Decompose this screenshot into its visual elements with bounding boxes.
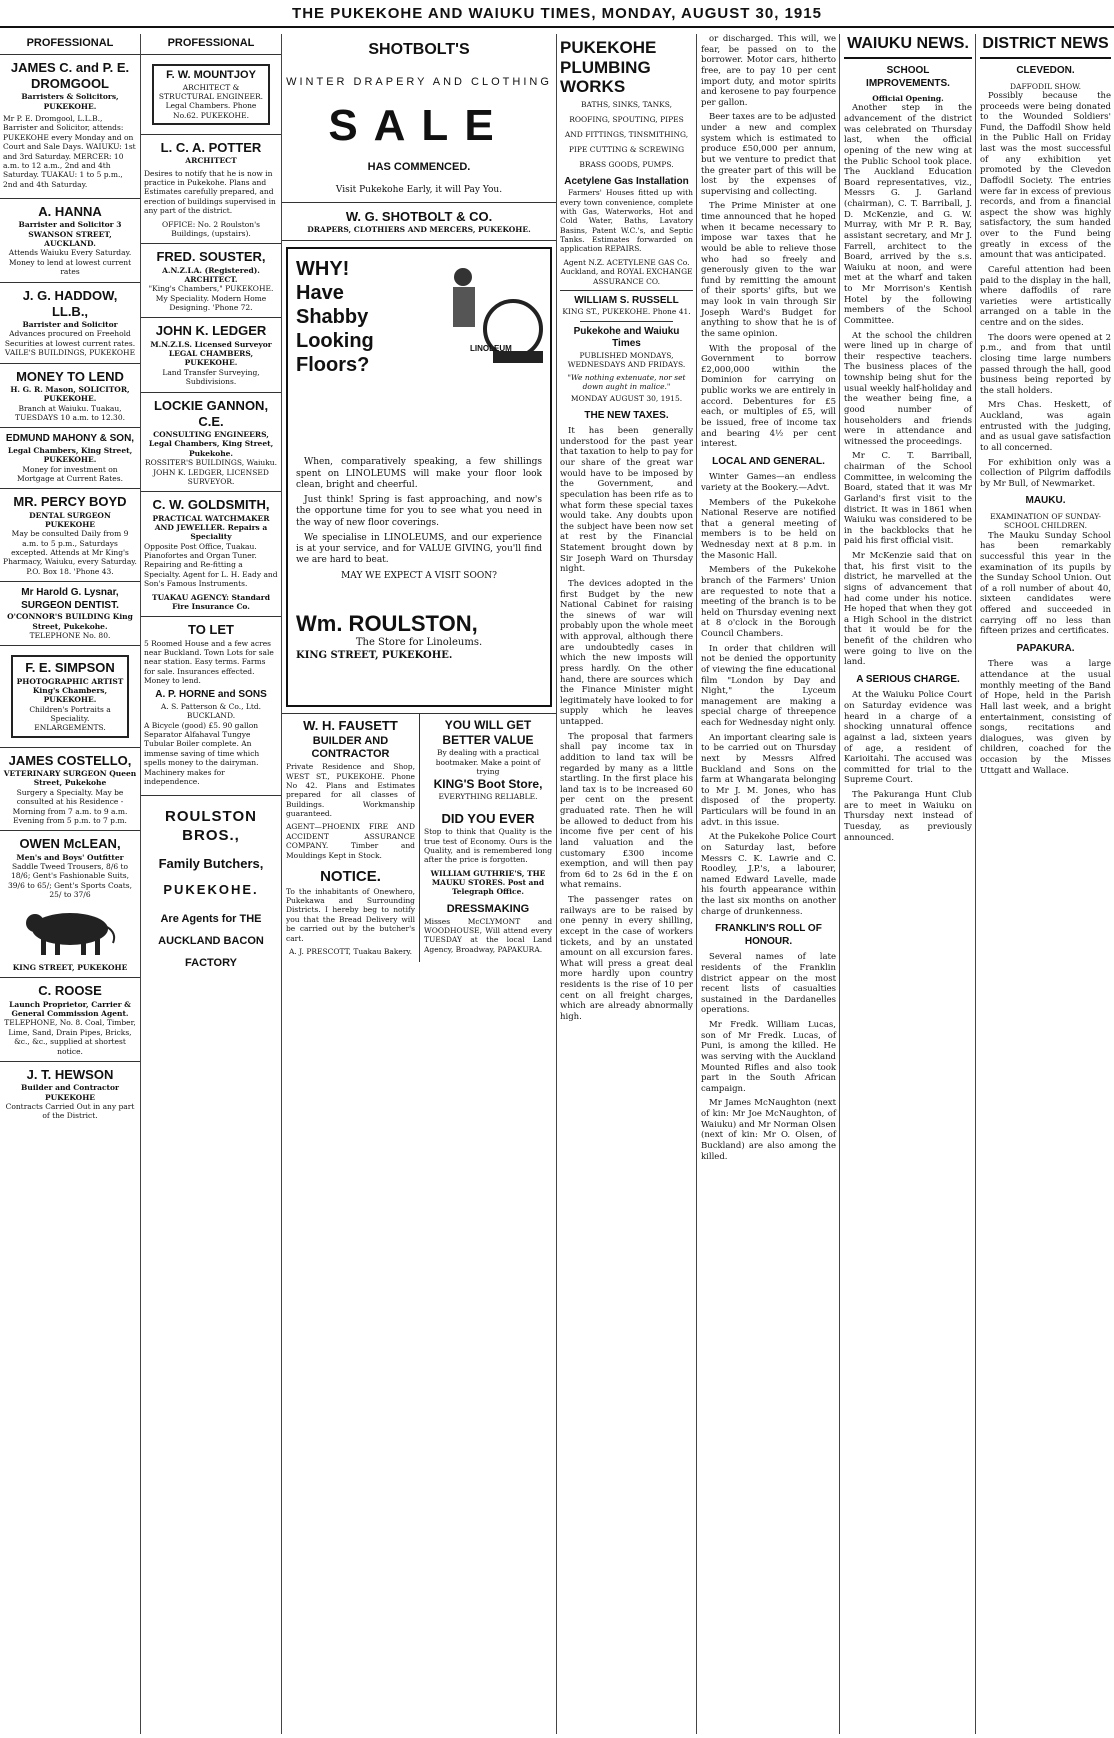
ad-heading: WHY! Have Shabby Looking Floors? [296, 258, 374, 377]
section-subheading: DAFFODIL SHOW. [1010, 81, 1081, 91]
ad-subtitle: Acetylene Gas Installation [564, 175, 689, 187]
card-subtitle: Legal Chambers, King Street, PUKEKOHE. [7, 445, 133, 465]
article-paragraph: Members of the Pukekohe branch of the Farmers' Union are requested to note that a meeting of the branch is to be held on Thursday evening next at 8 o'clock in the Borough Council Chambers. [701, 565, 836, 639]
ad-body: BATHS, SINKS, TANKS, ROOFING, SPOUTING, PIPES AND FITTINGS, TINSMITHING, PIPE CUTTING & SCREWING BRASS GOODS, PUMPS. [564, 99, 689, 169]
ad-title: DRESSMAKING [446, 902, 530, 915]
card-body: Advances procured on Freehold Securities at lowest current rates. VAILE'S BUILDINGS, PUKEKOHE [4, 329, 136, 358]
card-subtitle: O'CONNOR'S BUILDING King Street, Pukekohe. [7, 612, 133, 631]
article-paragraph: At the Waiuku Police Court on Saturday evidence was heard in a charge of a shocking unnatural offence against a lad, sixteen years of age, a resident of Karioitahi. The accused was committed for trial to the Supreme Court. [844, 690, 972, 786]
card-body: TELEPHONE No. 80. [29, 630, 111, 640]
card-footer: Are Agents for THE AUCKLAND BACON FACTORY [158, 913, 264, 970]
article-paragraph: Mrs Chas. Heskett, of Auckland, was again entrusted with the judging, and as usual gave satisfaction to all concerned. [980, 400, 1111, 453]
article-paragraph: An important clearing sale is to be carried out on Thursday next by Messrs Alfred Buckland and Sons on the farm at Whangarata belonging to Mr J. M. Jones, who has disposed of the property. Particulars will be found in an advt. in this issue. [701, 732, 836, 828]
card-subtitle: PHOTOGRAPHIC ARTIST King's Chambers, PUKEKOHE. [16, 676, 124, 705]
card-subtitle: Family Butchers, [158, 855, 264, 871]
ad-title: PUKEKOHE PLUMBING WORKS [560, 38, 657, 97]
card-subtitle: CONSULTING ENGINEERS, Legal Chambers, King Street, Pukekohe. [148, 430, 274, 458]
ad-title: DID YOU EVER [441, 810, 535, 826]
article-paragraph: Mr C. T. Barriball, chairman of the School Committee, in welcoming the Board, stated that it was Mr Garland's first visit to the district. It was in 1861 when Waiuku was considered to be in the backblocks that he paid his first official visit. [844, 451, 972, 547]
section-heading: FRANKLIN'S ROLL OF HONOUR. [715, 923, 822, 947]
card-body: 5 Roomed House and a few acres near Buckland. Town Lots for sale near station. Easy terms. Farms for sale. Insurances effected. Money to lend. [144, 638, 274, 685]
ad-subtitle: WINTER DRAPERY AND CLOTHING [286, 76, 552, 88]
article-paragraph: The passenger rates on railways are to be raised by one penny in every shilling, except in the case of workers tickets, and by an unstated amount on all excursion fares. What will press a great deal more hardly upon country residents is the rise of 10 per cent on all freight charges, which are already abnormally high. [560, 895, 693, 1022]
card-roose [0, 978, 140, 1062]
card-title: J. T. HEWSON [26, 1066, 114, 1082]
card-title: LOCKIE GANNON, C.E. [153, 397, 269, 429]
column-waiuku-news [841, 34, 976, 1734]
newspaper-nameplate: Pukekohe and Waiuku Times [573, 325, 680, 350]
ad-shotbolt-co [282, 203, 556, 242]
ad-fausett [282, 714, 420, 962]
card-body: TELEPHONE, No. 8. Coal, Timber, Lime, Sand, Drain Pipes, Bricks, &c., &c., supplied at shortest notice. [4, 1018, 136, 1056]
article-paragraph: It has been generally understood for the past year that taxation to help to pay for our share of the great war would have to be imposed by the Government, and speculation has been rife as to what form these special taxes would take. Any doubts upon the subject have been now set at rest by the Financial Statement brought down by Sir Joseph Ward on Thursday night. [560, 426, 693, 575]
ad-subtitle: KING'S Boot Store, [433, 776, 543, 791]
card-souster [141, 244, 281, 318]
card-footer: TUAKAU AGENCY: Standard Fire Insurance Co. [152, 592, 270, 611]
article-paragraph: The Mauku Sunday School has been remarkably successful this year in the examination of its pupils by the Sunday School Union. Out of a roll number of about 40, sixteen candidates were offered and succeeded in carrying off no less than fifteen prizes and certificates. [980, 530, 1111, 637]
article-paragraph: or discharged. This will, we fear, be passed on to the borrower. Motor cars, hitherto free, are to pay 10 per cent import duty, and motor spirits and kerosene to pay fourpence per gallon. [701, 34, 836, 108]
column-professional-1 [0, 34, 141, 1734]
card-subtitle: ARCHITECT & STRUCTURAL ENGINEER. Legal Chambers. Phone No.62. PUKEKOHE. [158, 82, 264, 120]
card-body: Mr P. E. Dromgool, L.L.B., Barrister and Solicitor, attends: PUKEKOHE every Monday and on Court and Sale Days. WAIUKU: 1st and 3rd Saturday. MERCER: 10 a.m. to 12 a.m., 2nd and 4th Saturday. TUAKAU: 1 to 5 p.m., 2nd and 4th Saturday. [3, 114, 136, 189]
card-title: C. W. GOLDSMITH, [152, 497, 270, 513]
card-body: Surgery a Specialty. May be consulted at his Residence - Morning from 7 a.m. to 9 a.m. Evening from 5 p.m. to 7 p.m. [12, 787, 128, 825]
card-haddow [0, 283, 140, 364]
card-subtitle: Builder and Contractor PUKEKOHE [21, 1083, 119, 1102]
card-ledger [141, 318, 281, 392]
ad-signature: Wm. ROULSTON, [296, 610, 478, 636]
card-subtitle: M.N.Z.I.S. Licensed Surveyor LEGAL CHAMBERS, PUKEKOHE. [150, 339, 272, 368]
ad-body: Private Residence and Shop, WEST ST., PUKEKOHE. Phone No 42. Plans and Estimates prepared for all classes of Buildings. Workmanship guaranteed. [286, 762, 415, 818]
column-adverts [282, 34, 557, 1734]
card-body: May be consulted Daily from 9 a.m. to 5 p.m., Saturdays excepted. Attends at Mr King's Pharmacy, Waiuku, every Saturday. P.O. Box 18. 'Phone 43. [3, 529, 137, 576]
card-body: A Bicycle (good) £5. 90 gallon Separator Alfahaval Tungye Tubular Boiler complete. An immense saving of time which spells money to the dairyman. Machinery makes for independence. [144, 720, 260, 786]
card-subtitle: DENTAL SURGEON PUKEKOHE [29, 510, 111, 529]
card-gannon [141, 393, 281, 493]
ad-body: When, comparatively speaking, a few shillings spent on LINOLEUMS will make your floor look clean, bright and cheerful. [296, 457, 542, 490]
card-title: Mr Harold G. Lysnar, SURGEON DENTIST. [21, 587, 119, 611]
ad-signature: WILLIAM S. RUSSELL [560, 290, 693, 308]
article-paragraph: Mr McKenzie said that on that, his first visit to the district, he marvelled at the signs of advancement that had come under his notice. He hoped that when they got a High School in the district that it would be for the benefit of the children who were going to live on the land. [844, 551, 972, 668]
card-subtitle: A. S. Patterson & Co., Ltd. BUCKLAND. [160, 701, 262, 721]
card-goldsmith [141, 492, 281, 617]
ad-body: We specialise in LINOLEUMS, and our experience is at your service, and for VALUE GIVING, you'll find we are hard to beat. [296, 532, 542, 566]
card-subtitle: Men's and Boys' Outfitter [16, 852, 124, 862]
card-body: PUKEKOHE. [163, 882, 259, 897]
card-body: Attends Waiuku Every Saturday. Money to lend at lowest current rates [8, 248, 132, 277]
article-paragraph: The proposal that farmers shall pay income tax in addition to land tax will be regarded by many as a little startling. In the first place his land tax is to be increased 60 per cent on the present graduated rate. Then he will be allowed to deduct from his income five per cent of his land valuation and the customary £300 income exemption, and will then pay from 6d to 2s 6d in the £ on what remains. [560, 731, 693, 891]
article-paragraph: Possibly because the proceeds were being donated to the Wounded Soldiers' Fund, the Daffodil Show held in the Public Hall on Friday last was the most successful of any exhibition yet promoted by the Clevedon Daffodil Society. The entries were far in excess of previous records, and from a financial aspect the show was highly satisfactory, the sum handed over to the Fund being greatly in excess of the amount that was anticipated. [980, 90, 1111, 261]
column-news [698, 34, 840, 1734]
linoleum-roll-label: LINOLEUM [470, 344, 512, 354]
section-subheading: EXAMINATION OF SUNDAY-SCHOOL CHILDREN. [990, 511, 1101, 531]
section-heading: SCHOOL IMPROVEMENTS. [866, 65, 950, 89]
card-costello [0, 748, 140, 832]
article-paragraph: For exhibition only was a collection of Pilgrim daffodils by Mr Bull, of Newmarket. [980, 457, 1111, 489]
ad-body: MAY WE EXPECT A VISIT SOON? [341, 570, 497, 581]
ad-body: By dealing with a practical bootmaker. Make a point of trying [435, 748, 541, 777]
card-title: OWEN McLEAN, [19, 836, 121, 852]
article-paragraph: Members of the Pukekohe National Reserve are notified that a general meeting of members is to be held on Wednesday next at 8 p.m. in the Masonic Hall. [701, 497, 836, 561]
card-body: Saddle Tweed Trousers, 8/6 to 18/6; Gent's Fashionable Suits, 39/6 to 65/; Gent's Sports Coats, 25/ to 37/6 [8, 861, 132, 899]
ad-title: SHOTBOLT'S [368, 41, 470, 58]
card-title: JOHN K. LEDGER [155, 323, 267, 339]
section-heading: THE NEW TAXES. [584, 409, 669, 421]
ad-shotbolt-sale [282, 34, 556, 203]
card-simpson [0, 646, 140, 748]
column-professional-2 [141, 34, 282, 1734]
card-subtitle: VETERINARY SURGEON Queen Street, Pukekohe [3, 769, 137, 788]
ad-signature: WILLIAM GUTHRIE'S, THE MAUKU STORES. Post and Telegraph Office. [430, 868, 546, 897]
article-paragraph: The Prime Minister at one time announced that he hoped when it became necessary to impose war taxes that he would be able to relieve those who had so freely and generously given to the war fund by remitting the amount of their sports' gifts, but we may look in vain through Sir Joseph Ward's Budget for anything to show that he is of the same opinion. [701, 201, 836, 339]
ad-title: NOTICE. [320, 867, 381, 885]
card-boyd [0, 489, 140, 582]
column-header: WAIUKU NEWS. [844, 34, 972, 59]
section-heading: PAPAKURA. [1016, 642, 1075, 654]
ad-signature: A. J. PRESCOTT, Tuakau Bakery. [288, 946, 413, 956]
column-header: PROFESSIONAL [141, 34, 281, 55]
ad-signature-sub: The Store for Linoleums. [355, 637, 483, 649]
column-district-news [977, 34, 1114, 1734]
section-heading: A SERIOUS CHARGE. [856, 673, 960, 685]
ad-footer: EVERYTHING RELIABLE. [438, 791, 538, 801]
card-title: EDMUND MAHONY & SON, [5, 433, 135, 445]
card-title: JAMES COSTELLO, [8, 752, 132, 768]
ad-signature-sub: KING STREET, PUKEKOHE. [296, 649, 453, 661]
article-paragraph: The doors were opened at 2 p.m., and from that until closing time large numbers passed through the hall, good business being reported by the stall holders. [980, 332, 1111, 396]
card-subtitle: Barrister and Solicitor 3 SWANSON STREET, AUCKLAND. [18, 220, 122, 248]
ad-sale-banner: SALE [328, 100, 510, 150]
dateline: MONDAY AUGUST 30, 1915. [570, 394, 683, 404]
card-body: Opposite Post Office, Tuakau. Pianofortes and Organ Tuner. Repairing and Re-fitting a Specialty. Agent for L. H. Eady and Son's Famous Instruments. [144, 541, 278, 589]
article-paragraph: The Pakuranga Hunt Club are to meet in Waiuku on Thursday next instead of Tuesday, as previously announced. [844, 790, 972, 843]
card-title: MR. PERCY BOYD [13, 494, 127, 510]
article-paragraph: Careful attention had been paid to the display in the hall, where daffodils of rare varieties were artistically arranged on a table in the centre and on the sides. [980, 264, 1111, 328]
ad-subtitle: DRAPERS, CLOTHIERS AND MERCERS, PUKEKOHE. [307, 225, 531, 234]
ad-body: Stop to think that Quality is the true test of Economy. Ours is the Quality, and is remembered long after the price is forgotten. [423, 827, 552, 865]
card-to-let [141, 617, 281, 796]
ad-linoleum [286, 247, 552, 707]
card-title: TO LET [188, 622, 234, 638]
ad-body: Misses McCLYMONT and WOODHOUSE, Will attend every TUESDAY at the local Land Agency, Broadway, PAPAKURA. [423, 916, 552, 954]
card-body: Children's Portraits a Speciality. ENLARGEMENTS. [29, 704, 111, 733]
card-mountjoy [141, 55, 281, 135]
card-title: A. P. HORNE and SONS [155, 689, 267, 701]
card-potter [141, 135, 281, 244]
card-title: FRED. SOUSTER, [156, 249, 266, 265]
card-roulston-bros [141, 796, 281, 979]
card-footer: OFFICE: No. 2 Roulston's Buildings, (upstairs). [161, 219, 261, 238]
card-footer: KING STREET, PUKEKOHE [12, 963, 128, 972]
card-body: ROSSITER'S BUILDINGS, Waiuku. JOHN K. LEDGER, LICENSED SURVEYOR. [144, 458, 278, 486]
card-hewson [0, 1062, 140, 1126]
card-hanna [0, 199, 140, 283]
section-heading: CLEVEDON. [1016, 65, 1075, 76]
card-body: Desires to notify that he is now in practice in Pukekohe. Plans and Estimates carefully prepared, and erection of buildings supervised in any part of the district. [144, 168, 276, 216]
ad-body: To the inhabitants of Onewhero, Pukekawa and Surrounding Districts. I hereby beg to notify you that the Bread Delivery will be carried out by the butcher's cart. [286, 886, 415, 943]
article-paragraph: Beer taxes are to be adjusted under a new and complex system which is estimated to produce £50,000 per annum, but we venture to predict that the greater part of this will be lost by the expenses of supervising and collecting. [701, 112, 836, 197]
ad-body: Just think! Spring is fast approaching, and now's the opportune time for you to see what you need in the way of new floor coverings. [296, 495, 542, 528]
ad-body: Agent N.Z. ACETYLENE GAS Co. Auckland, and ROYAL EXCHANGE ASSURANCE CO. [560, 257, 693, 286]
bull-illustration [15, 899, 125, 959]
section-heading: LOCAL AND GENERAL. [712, 455, 825, 467]
article-paragraph: At the Pukekohe Police Court on Saturday last, before Messrs C. K. Lawrie and C. Roodley, J.P.'s, a labourer, named Edward Lavelle, made his fourth appearance within the last six months on another charge of drunkenness. [701, 832, 836, 917]
card-title: J. G. HADDOW, LL.B., [22, 287, 118, 319]
card-body: Branch at Waiuku. Tuakau, TUESDAYS 10 a.m. to 12.30. [15, 403, 125, 422]
article-paragraph: Mr James McNaughton (next of kin: Mr Joe McNaughton, of Waiuku) and Mr Norman Olsen (next of kin: Mr O. Olsen, of Buckland) are also among the killed. [701, 1098, 836, 1162]
card-title: F. W. MOUNTJOY [166, 68, 256, 81]
card-subtitle: PRACTICAL WATCHMAKER AND JEWELLER. Repairs a Speciality [152, 513, 270, 542]
ad-body: Farmers' Houses fitted up with every town convenience, complete with Gas, Waterworks, Hot and Cold Water, Baths, Lavatory Basins, Patent W.C.'s, and Septic Tanks. Estimates forwarded on application REPAIRS. [560, 188, 693, 254]
card-subtitle: ARCHITECT [185, 156, 237, 166]
column-header: PROFESSIONAL [0, 34, 140, 55]
ad-footer: Visit Pukekohe Early, it will Pay You. [335, 184, 503, 195]
card-title: F. E. SIMPSON [25, 660, 115, 676]
card-title: MONEY TO LEND [16, 368, 124, 384]
card-title: ROULSTON BROS., [165, 808, 257, 844]
article-paragraph: Mr Fredk. William Lucas, son of Mr Fredk. Lucas, of Puni, is among the killed. He was serving with the Auckland Mounted Rifles and also took part in the South African campaign. [701, 1020, 836, 1094]
card-subtitle: Launch Proprietor, Carrier & General Commission Agent. [9, 999, 131, 1018]
card-mason [0, 364, 140, 429]
card-title: C. ROOSE [38, 983, 102, 999]
card-body: Land Transfer Surveying, Subdivisions. [162, 367, 260, 387]
card-subtitle: Barrister and Solicitor [22, 320, 118, 329]
section-heading: MAUKU. [1025, 495, 1066, 507]
masthead: THE PUKEKOHE AND WAIUKU TIMES, MONDAY, AUGUST 30, 1915 [0, 0, 1114, 28]
ad-footer: AGENT—PHOENIX FIRE AND ACCIDENT ASSURANCE COMPANY. Timber and Mouldings Kept in Stock. [286, 822, 415, 860]
newspaper-motto: "We nothing extenuate, nor set down aught in malice." [567, 372, 686, 391]
card-subtitle: Barristers & Solicitors, PUKEKOHE. [21, 92, 119, 111]
card-body: "King's Chambers," PUKEKOHE. My Speciality. Modern Home Designing. 'Phone 72. [148, 284, 274, 312]
card-subtitle: H. G. R. Mason, SOLICITOR, PUKEKOHE. [10, 384, 130, 404]
card-dromgool [0, 55, 140, 199]
column-plumbing-editorial [557, 34, 697, 1734]
card-body: Money for investment on Mortgage at Current Rates. [17, 464, 123, 483]
article-paragraph: In order that children will not be denied the opportunity of viewing the fine educational film "London by Day and Night," the Lyceum management are making a special charge of threepence each for Wednesday night only. [701, 643, 836, 728]
card-title: JAMES C. and P. E. DROMGOOL [10, 59, 130, 91]
card-title: A. HANNA [38, 204, 102, 219]
card-subtitle: A.N.Z.I.A. (Registered). ARCHITECT. [162, 265, 260, 284]
ad-kings-boot [420, 714, 556, 962]
ad-title: W. G. SHOTBOLT & CO. [345, 208, 493, 224]
ad-title: YOU WILL GET BETTER VALUE [442, 718, 534, 748]
article-paragraph: Several names of late residents of the Franklin district appear on the most recent lists of casualties sustained in the Dardanelles operations. [701, 952, 836, 1016]
article-paragraph: There was a large attendance at the usual monthly meeting of the Band of Hope, held in the Parish Hall last week, and a bright entertainment, consisting of songs, recitations and dialogues, was given by children, coached for the occasion by the Misses Uttgatt and Wallace. [980, 659, 1111, 776]
section-subheading: Official Opening. [872, 94, 944, 103]
ad-body: HAS COMMENCED. [367, 160, 471, 173]
article-paragraph: Winter Games—an endless variety at the Bookery.—Advt. [701, 472, 836, 493]
card-mahony [0, 428, 140, 489]
article-paragraph: The devices adopted in the first Budget by the new National Cabinet for raising the sinews of war will probably upon the whole meet with approval, although there are undoubtedly cases in which the new imposts will press hardly. On the other hand, there are sources which the Finance Minister might legitimately have looked to for supply which he leaves untapped. [560, 578, 693, 728]
card-title: L. C. A. POTTER [160, 140, 262, 155]
article-paragraph: With the proposal of the Government to borrow £2,000,000 within the Dominion for carrying on public works we are entirely in accord. Debentures for £5 each, or multiples of £5, will be issued, free of income tax and bearing 4½ per cent interest. [701, 343, 836, 450]
ad-row [282, 713, 556, 962]
ad-subtitle: BUILDER AND CONTRACTOR [311, 734, 390, 761]
newspaper-schedule: PUBLISHED MONDAYS, WEDNESDAYS AND FRIDAYS. [567, 350, 686, 370]
article-paragraph: At the school the children were lined up in charge of their respective teachers. The business places of the township being shut for the usual weekly half-holiday and the weather being fine, a good number of householders and friends were in attendance and witnessed the proceedings. [844, 330, 972, 447]
column-header: DISTRICT NEWS [980, 34, 1111, 59]
card-body: Contracts Carried Out in any part of the District. [5, 1101, 135, 1121]
card-lysnar [0, 582, 140, 646]
ad-signature-sub: KING ST., PUKEKOHE. Phone 41. [562, 307, 691, 317]
card-mclean [0, 831, 140, 978]
ad-title: W. H. FAUSETT [303, 718, 398, 734]
article-paragraph: Another step in the advancement of the district was celebrated on Thursday last, when the official opening of the new wing at the Public School took place. The Auckland Education Board representatives, viz., Messrs G. J. Garland (chairman), C. T. Barriball, J. D. McKenzie, and G. W. Murray, with Mr P. R. Bay, assistant secretary, and Mr J. Farrell, architect to the Board, arrived by the s.s. Waiuku at noon, and were met at the wharf and taken to Mr Morrison's Kentish Hotel by the following members of the School Committee. [844, 103, 972, 326]
